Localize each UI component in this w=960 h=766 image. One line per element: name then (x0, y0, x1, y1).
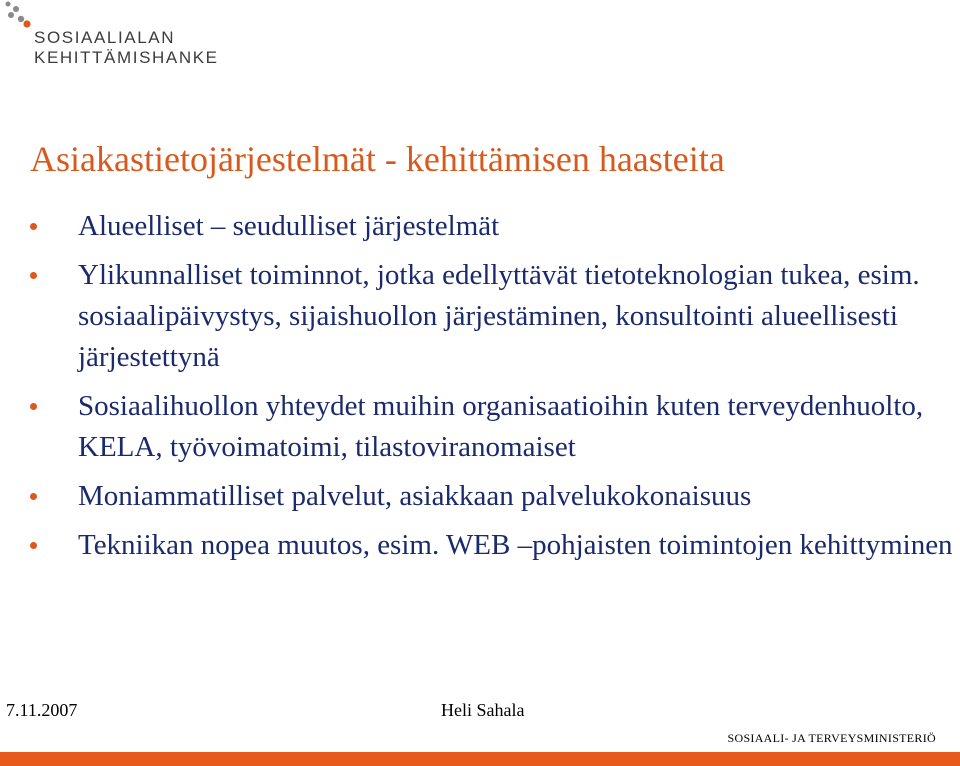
bullet-item-2 (30, 255, 955, 378)
bullet-item-5 (30, 525, 955, 566)
bullet-list (30, 206, 955, 574)
bullet-text-2: Ylikunnalliset toiminnot, jotka edellyttävät tietoteknologian tukea, esim. sosiaalipäivystys, sijaishuollon järjestäminen, konsultointi alueellisesti järjestettynä (78, 259, 920, 373)
logo-line-2: KEHITTÄMISHANKE (34, 48, 219, 67)
footer-ministry: SOSIAALI- JA TERVEYSMINISTERIÖ (727, 731, 936, 745)
bullet-text-3: Sosiaalihuollon yhteydet muihin organisaatioihin kuten terveydenhuolto, KELA, työvoimatoimi, tilastoviranomaiset (78, 390, 924, 463)
footer-date: 7.11.2007 (6, 700, 78, 720)
bullet-icon (30, 223, 37, 230)
slide-title: Asiakastietojärjestelmät - kehittämisen haasteita (30, 139, 725, 179)
bullet-item-1 (30, 206, 955, 247)
bullet-icon (30, 542, 37, 549)
bullet-item-4 (30, 476, 955, 517)
footer-author: Heli Sahala (441, 700, 525, 720)
bullet-text-4: Moniammatilliset palvelut, asiakkaan palvelukokonaisuus (78, 480, 752, 512)
bullet-text-1: Alueelliset – seudulliset järjestelmät (78, 210, 500, 242)
logo-line-1: SOSIAALIALAN (34, 28, 176, 47)
bullet-icon (30, 403, 37, 410)
logo (0, 0, 260, 70)
logo-text (34, 28, 219, 68)
bullet-icon (30, 493, 37, 500)
bullet-item-3 (30, 386, 955, 468)
bullet-icon (30, 272, 37, 279)
bullet-text-5: Tekniikan nopea muutos, esim. WEB –pohjaisten toimintojen kehittyminen (78, 529, 953, 561)
footer-bar (0, 752, 960, 766)
